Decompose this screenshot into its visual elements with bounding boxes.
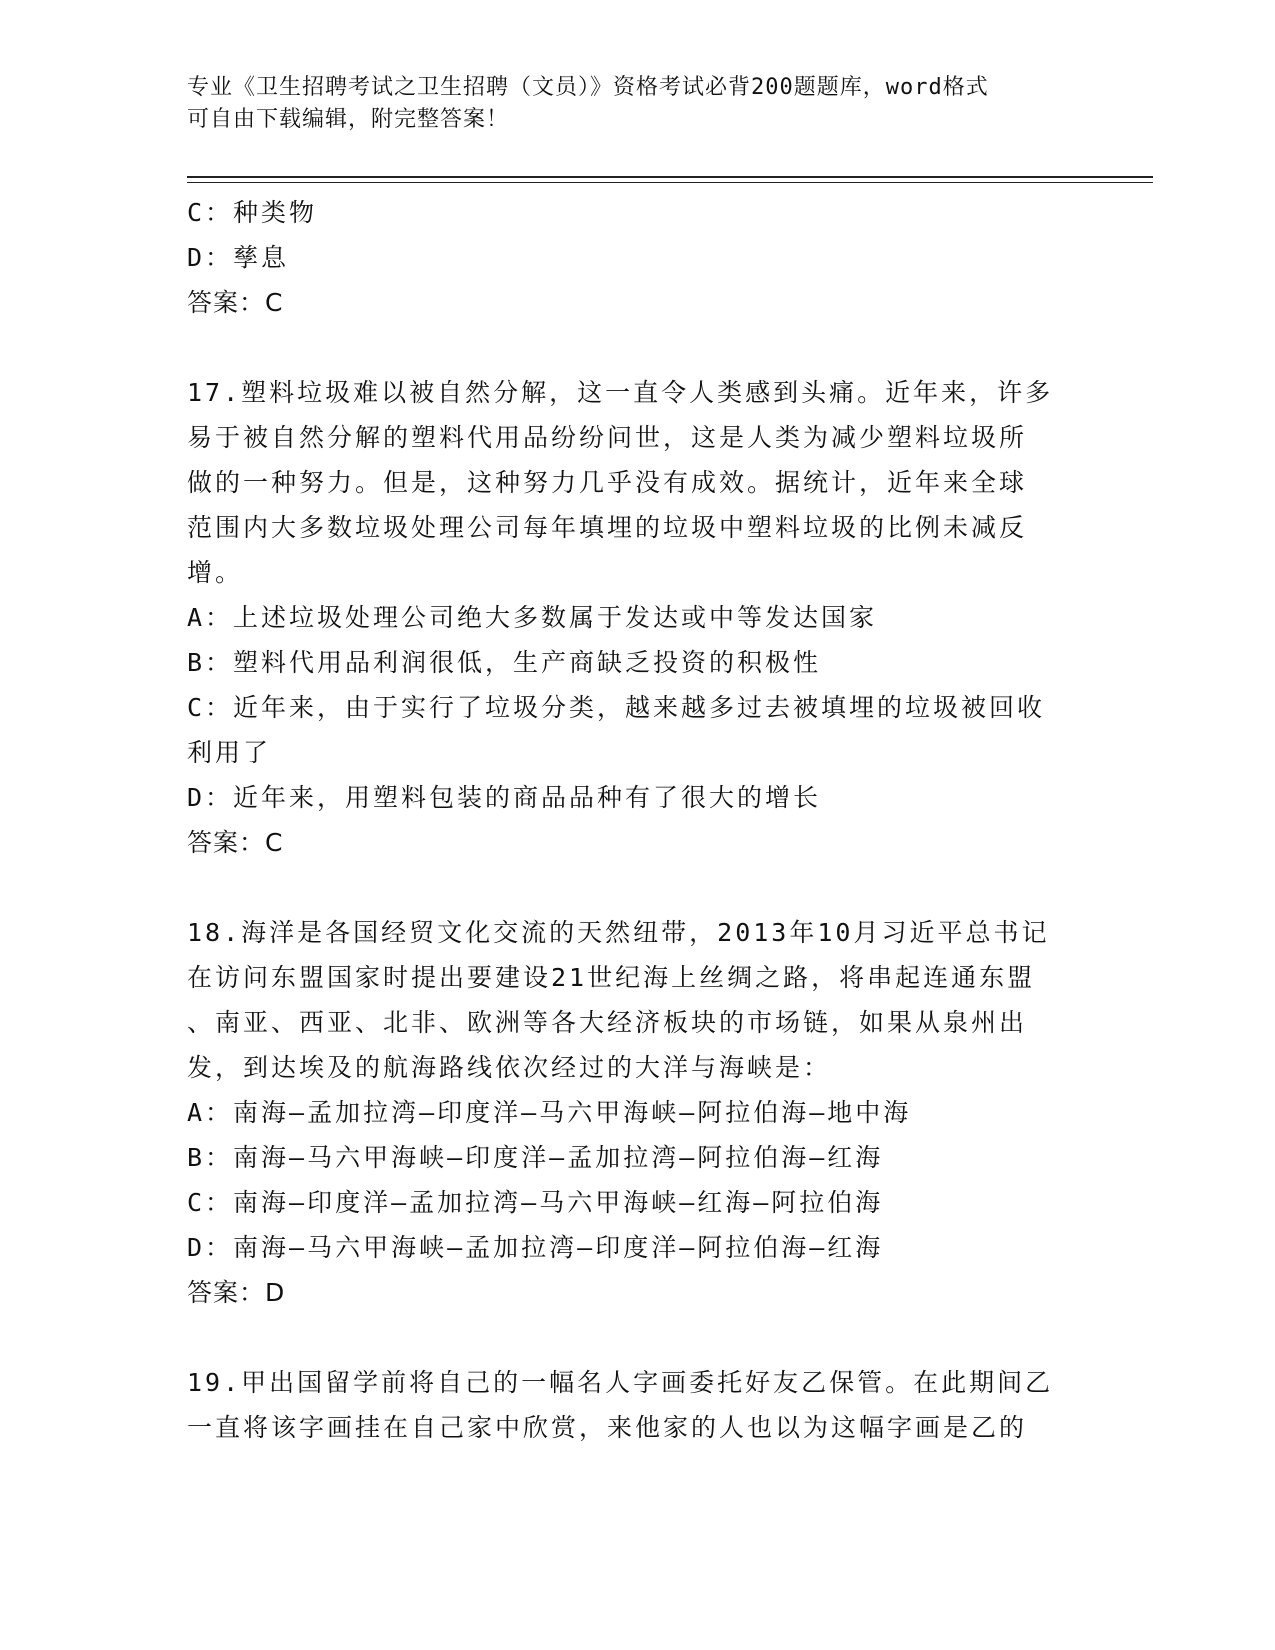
answer-line: 答案：D	[187, 1278, 286, 1307]
header-divider-thin	[187, 182, 1153, 183]
question-content	[187, 190, 1087, 1450]
option-a: A：上述垃圾处理公司绝大多数属于发达或中等发达国家	[187, 603, 878, 632]
header-line-2: 可自由下载编辑，附完整答案！	[187, 107, 510, 132]
question-text-line: 范围内大多数垃圾处理公司每年填埋的垃圾中塑料垃圾的比例未减反	[187, 513, 1028, 542]
option-a: A：南海—孟加拉湾—印度洋—马六甲海峡—阿拉伯海—地中海	[187, 1098, 912, 1127]
spacer	[187, 865, 1087, 910]
question-text-line: 19.甲出国留学前将自己的一幅名人字画委托好友乙保管。在此期间乙	[187, 1368, 1054, 1397]
question-text-line: 在访问东盟国家时提出要建设21世纪海上丝绸之路，将串起连通东盟	[187, 963, 1036, 992]
question-text-line: 发，到达埃及的航海路线依次经过的大洋与海峡是：	[187, 1053, 832, 1082]
spacer	[187, 325, 1087, 370]
option-c: C：近年来，由于实行了垃圾分类，越来越多过去被填埋的垃圾被回收	[187, 693, 1046, 722]
question-text-line: 17.塑料垃圾难以被自然分解，这一直令人类感到头痛。近年来，许多	[187, 378, 1054, 407]
answer-line: 答案：C	[187, 288, 284, 317]
answer-line: 答案：C	[187, 828, 284, 857]
question-text-line: 增。	[187, 558, 244, 587]
option-d: D：近年来，用塑料包装的商品品种有了很大的增长	[187, 783, 822, 812]
question-text-line: 、南亚、西亚、北非、欧洲等各大经济板块的市场链，如果从泉州出	[187, 1008, 1028, 1037]
header-line-1: 专业《卫生招聘考试之卫生招聘（文员）》资格考试必背200题题库，word格式	[187, 75, 989, 100]
question-19	[187, 1360, 1087, 1450]
question-17	[187, 370, 1087, 865]
question-18	[187, 910, 1087, 1315]
option-c-continued: 利用了	[187, 738, 272, 767]
option-c: C：种类物	[187, 198, 318, 227]
option-b: B：塑料代用品利润很低，生产商缺乏投资的积极性	[187, 648, 822, 677]
question-16-tail	[187, 190, 1087, 325]
option-d: D：南海—马六甲海峡—孟加拉湾—印度洋—阿拉伯海—红海	[187, 1233, 884, 1262]
header-divider-thick	[187, 176, 1153, 178]
option-c: C：南海—印度洋—孟加拉湾—马六甲海峡—红海—阿拉伯海	[187, 1188, 884, 1217]
question-text-line: 易于被自然分解的塑料代用品纷纷问世，这是人类为减少塑料垃圾所	[187, 423, 1028, 452]
question-text-line: 一直将该字画挂在自己家中欣赏，来他家的人也以为这幅字画是乙的	[187, 1413, 1028, 1442]
question-text-line: 18.海洋是各国经贸文化交流的天然纽带，2013年10月习近平总书记	[187, 918, 1050, 947]
document-header	[187, 72, 1067, 136]
spacer	[187, 1315, 1087, 1360]
option-b: B：南海—马六甲海峡—印度洋—孟加拉湾—阿拉伯海—红海	[187, 1143, 884, 1172]
option-d: D：孳息	[187, 243, 290, 272]
question-text-line: 做的一种努力。但是，这种努力几乎没有成效。据统计，近年来全球	[187, 468, 1028, 497]
